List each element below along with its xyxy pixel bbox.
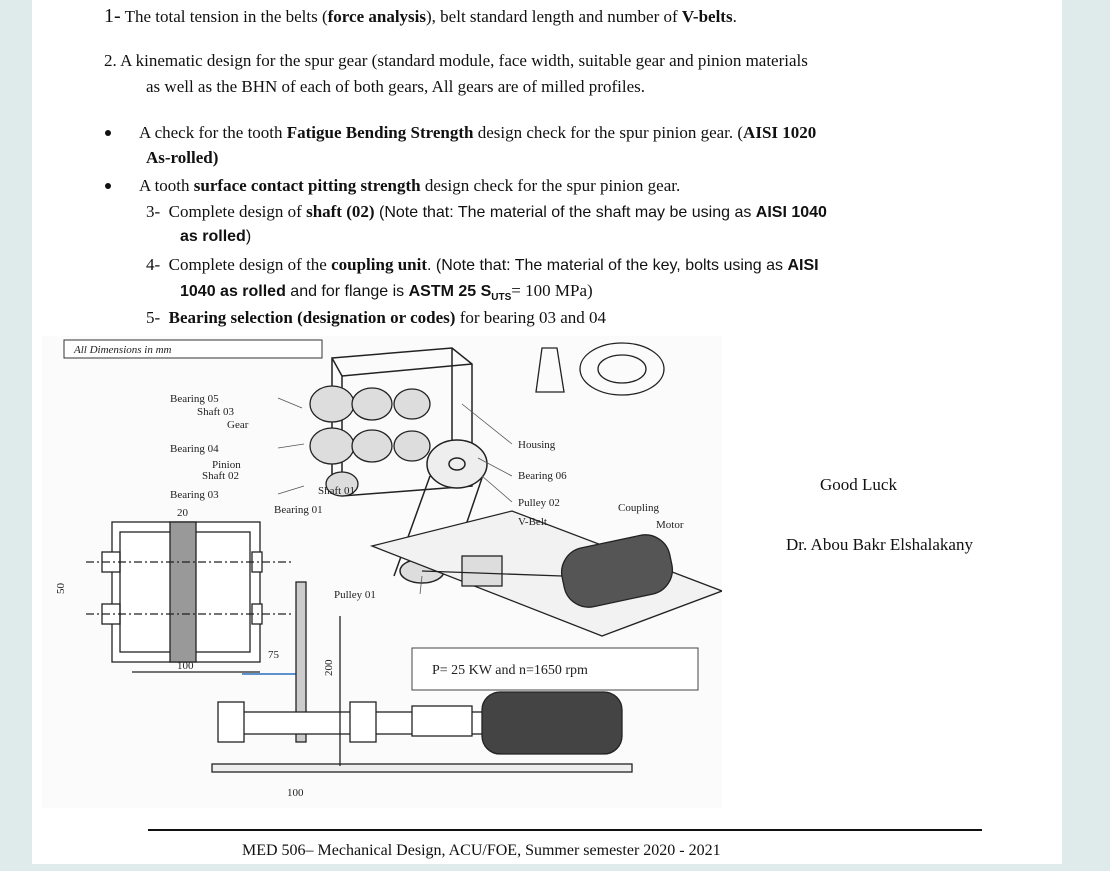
bullet-icon — [105, 130, 111, 136]
good-luck: Good Luck — [820, 475, 897, 494]
text: ) — [245, 228, 252, 245]
power-spec: P= 25 KW and n=1650 rpm — [432, 663, 588, 678]
bold-text: Bearing selection (designation or codes) — [168, 308, 456, 327]
footer-text: MED 506– Mechanical Design, ACU/FOE, Summer semester 2020 - 2021 — [242, 842, 721, 859]
bold-text: force analysis — [327, 7, 427, 26]
label-bearing-01: Bearing 01 — [274, 504, 323, 516]
dims-title: All Dimensions in mm — [74, 344, 172, 356]
item-3-line-1 — [146, 201, 827, 223]
item-number: 2. — [104, 51, 117, 70]
label-shaft-02: Shaft 02 — [202, 470, 239, 482]
gearbox-drawing — [42, 336, 722, 808]
item-3-line-2 — [180, 226, 251, 247]
text: Complete design of the — [168, 255, 332, 274]
bold-text: AISI 1040 — [755, 204, 827, 221]
subscript: UTS — [491, 292, 512, 304]
dim-50: 50 — [55, 583, 67, 594]
label-coupling: Coupling — [618, 502, 659, 514]
text: . (Note that: The material of the key, bolts using as — [427, 257, 788, 274]
label-gear: Gear — [227, 419, 249, 431]
bold-text: surface contact pitting strength — [193, 176, 421, 195]
label-bearing-06: Bearing 06 — [518, 470, 567, 482]
author-name: Dr. Abou Bakr Elshalakany — [786, 535, 973, 554]
bold-text: As-rolled) — [146, 148, 219, 167]
label-pulley-01: Pulley 01 — [334, 589, 376, 601]
bold-text: coupling unit — [331, 255, 427, 274]
label-bearing-04: Bearing 04 — [170, 443, 219, 455]
dim-100-bottom: 100 — [287, 787, 304, 799]
text: A tooth — [139, 176, 194, 195]
bullet-1-line-1 — [139, 122, 816, 143]
label-bearing-03: Bearing 03 — [170, 489, 219, 501]
item-2-line-2: as well as the BHN of each of both gears, All gears are of milled profiles. — [146, 77, 645, 96]
item-4-line-2 — [180, 280, 593, 308]
label-shaft-03: Shaft 03 — [197, 406, 234, 418]
bold-text: as rolled — [180, 228, 246, 245]
bold-text: AISI — [787, 257, 819, 274]
document-page — [32, 0, 1062, 864]
text: = 100 MPa) — [511, 281, 593, 300]
text: The total tension in the belts ( — [124, 7, 328, 26]
item-number: 1- — [104, 5, 121, 27]
bold-text: ASTM 25 S — [408, 283, 492, 300]
bold-text: shaft (02) — [306, 202, 375, 221]
text: and for flange is — [285, 283, 409, 300]
item-5 — [146, 307, 606, 328]
label-bearing-05: Bearing 05 — [170, 393, 219, 405]
bold-text: V-belts — [681, 7, 733, 26]
text: A kinematic design for the spur gear (standard module, face width, suitable gear and pinion materials — [120, 51, 808, 70]
text: design check for the spur pinion gear. ( — [473, 123, 744, 142]
dim-20: 20 — [177, 507, 188, 519]
bold-text: AISI 1020 — [743, 123, 817, 142]
bold-text: 1040 as rolled — [180, 283, 286, 300]
bold-text: Fatigue Bending Strength — [286, 123, 474, 142]
label-housing: Housing — [518, 439, 556, 451]
text: ), belt standard length and number of — [426, 7, 682, 26]
label-motor: Motor — [656, 519, 684, 531]
label-v-belt: V-Belt — [518, 516, 547, 528]
label-pinion: Pinion — [212, 459, 241, 471]
item-number: 5- — [146, 308, 161, 327]
item-number: 3- — [146, 202, 161, 221]
footer-rule — [148, 829, 982, 831]
item-number: 4- — [146, 255, 161, 274]
bullet-2 — [139, 175, 680, 196]
dim-75: 75 — [268, 649, 279, 661]
item-2-line-1 — [104, 50, 808, 71]
text: Complete design of — [168, 202, 307, 221]
bullet-1-line-2 — [146, 147, 218, 168]
label-pulley-02: Pulley 02 — [518, 497, 560, 509]
dim-100-top: 100 — [177, 660, 194, 672]
item-4-line-1 — [146, 254, 819, 276]
text: (Note that: The material of the shaft may be using as — [374, 204, 756, 221]
text: for bearing 03 and 04 — [455, 308, 607, 327]
dim-200: 200 — [323, 659, 335, 676]
item-1 — [104, 6, 737, 27]
label-shaft-01: Shaft 01 — [318, 485, 355, 497]
text: A check for the tooth — [139, 123, 287, 142]
bullet-icon — [105, 183, 111, 189]
text: design check for the spur pinion gear. — [420, 176, 681, 195]
text: . — [732, 7, 737, 26]
